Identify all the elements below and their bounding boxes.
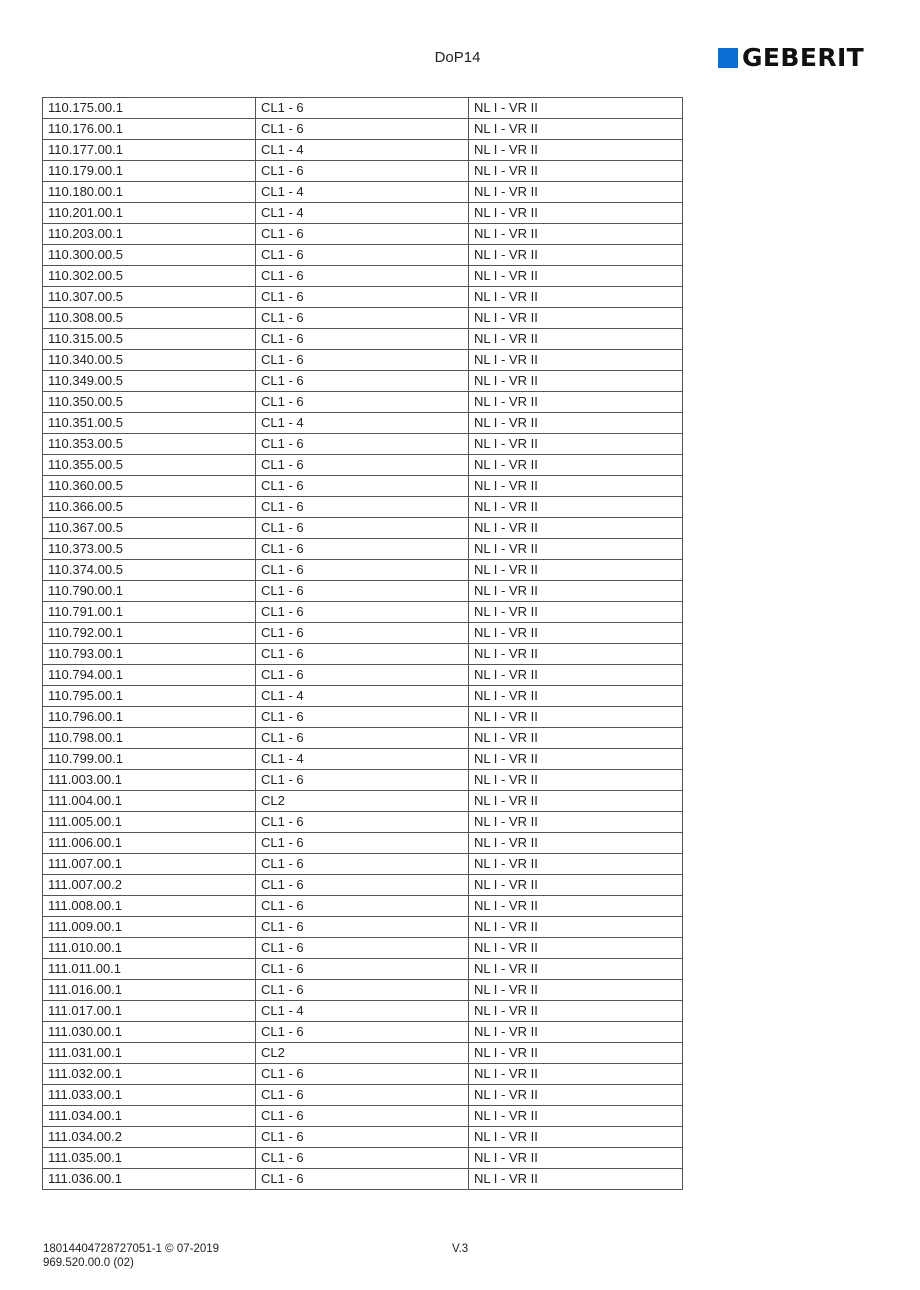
table-row (43, 686, 683, 707)
rating-cell: NL I - VR II (469, 1148, 683, 1169)
article-number-cell: 110.300.00.5 (43, 245, 256, 266)
article-number-cell: 110.308.00.5 (43, 308, 256, 329)
class-cell: CL1 - 6 (256, 497, 469, 518)
rating-cell: NL I - VR II (469, 266, 683, 287)
class-cell: CL1 - 6 (256, 581, 469, 602)
article-number-cell: 111.007.00.2 (43, 875, 256, 896)
rating-cell: NL I - VR II (469, 119, 683, 140)
class-cell: CL1 - 6 (256, 350, 469, 371)
article-number-cell: 110.366.00.5 (43, 497, 256, 518)
article-number-cell: 110.349.00.5 (43, 371, 256, 392)
table-row (43, 560, 683, 581)
article-number-cell: 110.795.00.1 (43, 686, 256, 707)
table-row (43, 623, 683, 644)
rating-cell: NL I - VR II (469, 938, 683, 959)
table-row (43, 350, 683, 371)
rating-cell: NL I - VR II (469, 602, 683, 623)
class-cell: CL1 - 6 (256, 245, 469, 266)
class-cell: CL1 - 6 (256, 392, 469, 413)
rating-cell: NL I - VR II (469, 1085, 683, 1106)
table-row (43, 140, 683, 161)
class-cell: CL1 - 6 (256, 119, 469, 140)
class-cell: CL1 - 6 (256, 539, 469, 560)
table-row (43, 854, 683, 875)
rating-cell: NL I - VR II (469, 539, 683, 560)
rating-cell: NL I - VR II (469, 749, 683, 770)
class-cell: CL1 - 6 (256, 1106, 469, 1127)
table-row (43, 371, 683, 392)
table-row (43, 455, 683, 476)
class-cell: CL1 - 6 (256, 1064, 469, 1085)
class-cell: CL1 - 4 (256, 413, 469, 434)
table-row (43, 665, 683, 686)
article-number-cell: 111.006.00.1 (43, 833, 256, 854)
article-number-cell: 110.367.00.5 (43, 518, 256, 539)
rating-cell: NL I - VR II (469, 791, 683, 812)
table-row (43, 539, 683, 560)
rating-cell: NL I - VR II (469, 140, 683, 161)
class-cell: CL1 - 6 (256, 161, 469, 182)
table-row (43, 119, 683, 140)
table-row (43, 1043, 683, 1064)
article-number-cell: 110.373.00.5 (43, 539, 256, 560)
class-cell: CL1 - 6 (256, 980, 469, 1001)
class-cell: CL1 - 6 (256, 560, 469, 581)
class-cell: CL1 - 4 (256, 203, 469, 224)
class-cell: CL1 - 4 (256, 140, 469, 161)
article-number-cell: 111.005.00.1 (43, 812, 256, 833)
class-cell: CL1 - 6 (256, 371, 469, 392)
table-row (43, 224, 683, 245)
table-row (43, 392, 683, 413)
table-row (43, 329, 683, 350)
table-row (43, 308, 683, 329)
class-cell: CL1 - 6 (256, 1169, 469, 1190)
class-cell: CL1 - 6 (256, 266, 469, 287)
article-number-cell: 110.176.00.1 (43, 119, 256, 140)
class-cell: CL2 (256, 791, 469, 812)
class-cell: CL1 - 6 (256, 476, 469, 497)
article-number-cell: 110.374.00.5 (43, 560, 256, 581)
rating-cell: NL I - VR II (469, 455, 683, 476)
table-row (43, 497, 683, 518)
table-row (43, 1127, 683, 1148)
table-row (43, 1169, 683, 1190)
article-number-cell: 111.011.00.1 (43, 959, 256, 980)
table-row (43, 476, 683, 497)
table-row (43, 434, 683, 455)
logo-text: GEBERIT (742, 43, 865, 72)
geberit-logo (718, 45, 864, 71)
article-number-cell: 111.009.00.1 (43, 917, 256, 938)
class-cell: CL1 - 6 (256, 707, 469, 728)
article-number-cell: 111.016.00.1 (43, 980, 256, 1001)
rating-cell: NL I - VR II (469, 812, 683, 833)
article-number-cell: 110.177.00.1 (43, 140, 256, 161)
class-cell: CL1 - 6 (256, 812, 469, 833)
rating-cell: NL I - VR II (469, 707, 683, 728)
article-number-cell: 111.008.00.1 (43, 896, 256, 917)
class-cell: CL1 - 4 (256, 749, 469, 770)
article-number-cell: 111.030.00.1 (43, 1022, 256, 1043)
article-number-cell: 110.179.00.1 (43, 161, 256, 182)
class-cell: CL1 - 6 (256, 224, 469, 245)
article-number-cell: 110.355.00.5 (43, 455, 256, 476)
table-row (43, 602, 683, 623)
article-number-cell: 110.351.00.5 (43, 413, 256, 434)
article-number-cell: 111.036.00.1 (43, 1169, 256, 1190)
rating-cell: NL I - VR II (469, 875, 683, 896)
table-row (43, 917, 683, 938)
article-number-cell: 110.180.00.1 (43, 182, 256, 203)
class-cell: CL1 - 6 (256, 665, 469, 686)
rating-cell: NL I - VR II (469, 287, 683, 308)
rating-cell: NL I - VR II (469, 245, 683, 266)
rating-cell: NL I - VR II (469, 518, 683, 539)
class-cell: CL1 - 6 (256, 770, 469, 791)
class-cell: CL1 - 6 (256, 1127, 469, 1148)
table-row (43, 707, 683, 728)
class-cell: CL1 - 6 (256, 833, 469, 854)
class-cell: CL1 - 6 (256, 287, 469, 308)
article-number-cell: 110.798.00.1 (43, 728, 256, 749)
table-row (43, 644, 683, 665)
table-row (43, 182, 683, 203)
article-number-cell: 111.004.00.1 (43, 791, 256, 812)
rating-cell: NL I - VR II (469, 1127, 683, 1148)
rating-cell: NL I - VR II (469, 581, 683, 602)
article-number-cell: 110.793.00.1 (43, 644, 256, 665)
rating-cell: NL I - VR II (469, 434, 683, 455)
rating-cell: NL I - VR II (469, 959, 683, 980)
rating-cell: NL I - VR II (469, 203, 683, 224)
class-cell: CL1 - 6 (256, 644, 469, 665)
table-row (43, 812, 683, 833)
table-row (43, 581, 683, 602)
class-cell: CL1 - 6 (256, 329, 469, 350)
table-row (43, 770, 683, 791)
class-cell: CL1 - 6 (256, 959, 469, 980)
class-cell: CL1 - 6 (256, 434, 469, 455)
logo-square-icon (718, 48, 738, 68)
rating-cell: NL I - VR II (469, 98, 683, 119)
rating-cell: NL I - VR II (469, 350, 683, 371)
rating-cell: NL I - VR II (469, 896, 683, 917)
class-cell: CL1 - 6 (256, 602, 469, 623)
class-cell: CL1 - 6 (256, 875, 469, 896)
footer-doc-number: 969.520.00.0 (02) (43, 1257, 134, 1269)
table-row (43, 938, 683, 959)
footer-left (43, 1242, 219, 1270)
rating-cell: NL I - VR II (469, 161, 683, 182)
class-cell: CL1 - 6 (256, 98, 469, 119)
table-row (43, 1064, 683, 1085)
table-row (43, 896, 683, 917)
rating-cell: NL I - VR II (469, 1043, 683, 1064)
table-row (43, 833, 683, 854)
article-number-cell: 111.034.00.2 (43, 1127, 256, 1148)
table-row (43, 1022, 683, 1043)
rating-cell: NL I - VR II (469, 1169, 683, 1190)
rating-cell: NL I - VR II (469, 182, 683, 203)
article-number-cell: 110.307.00.5 (43, 287, 256, 308)
article-number-cell: 110.340.00.5 (43, 350, 256, 371)
class-cell: CL1 - 4 (256, 182, 469, 203)
table-row (43, 791, 683, 812)
rating-cell: NL I - VR II (469, 1064, 683, 1085)
table-row (43, 98, 683, 119)
article-number-cell: 110.790.00.1 (43, 581, 256, 602)
table-row (43, 1001, 683, 1022)
article-number-cell: 110.203.00.1 (43, 224, 256, 245)
rating-cell: NL I - VR II (469, 665, 683, 686)
table-row (43, 161, 683, 182)
class-cell: CL1 - 6 (256, 1148, 469, 1169)
table-row (43, 287, 683, 308)
article-number-cell: 110.353.00.5 (43, 434, 256, 455)
article-number-cell: 110.791.00.1 (43, 602, 256, 623)
class-cell: CL1 - 6 (256, 455, 469, 476)
rating-cell: NL I - VR II (469, 1001, 683, 1022)
article-number-cell: 111.033.00.1 (43, 1085, 256, 1106)
table-body (43, 98, 683, 1190)
article-number-cell: 111.034.00.1 (43, 1106, 256, 1127)
rating-cell: NL I - VR II (469, 1106, 683, 1127)
table-row (43, 749, 683, 770)
table-row (43, 728, 683, 749)
article-number-cell: 111.003.00.1 (43, 770, 256, 791)
rating-cell: NL I - VR II (469, 917, 683, 938)
table-row (43, 518, 683, 539)
rating-cell: NL I - VR II (469, 224, 683, 245)
table-row (43, 413, 683, 434)
class-cell: CL1 - 6 (256, 896, 469, 917)
product-classification-table (42, 97, 683, 1190)
class-cell: CL1 - 6 (256, 938, 469, 959)
rating-cell: NL I - VR II (469, 329, 683, 350)
article-number-cell: 111.035.00.1 (43, 1148, 256, 1169)
article-number-cell: 111.010.00.1 (43, 938, 256, 959)
table-row (43, 266, 683, 287)
table-row (43, 875, 683, 896)
article-number-cell: 111.031.00.1 (43, 1043, 256, 1064)
class-cell: CL1 - 6 (256, 728, 469, 749)
rating-cell: NL I - VR II (469, 644, 683, 665)
rating-cell: NL I - VR II (469, 623, 683, 644)
article-number-cell: 110.302.00.5 (43, 266, 256, 287)
class-cell: CL1 - 4 (256, 686, 469, 707)
article-number-cell: 111.017.00.1 (43, 1001, 256, 1022)
article-number-cell: 110.796.00.1 (43, 707, 256, 728)
class-cell: CL1 - 6 (256, 308, 469, 329)
page-title: DoP14 (434, 49, 481, 66)
class-cell: CL1 - 6 (256, 854, 469, 875)
rating-cell: NL I - VR II (469, 980, 683, 1001)
class-cell: CL1 - 6 (256, 623, 469, 644)
rating-cell: NL I - VR II (469, 413, 683, 434)
article-number-cell: 111.032.00.1 (43, 1064, 256, 1085)
table-row (43, 959, 683, 980)
rating-cell: NL I - VR II (469, 686, 683, 707)
article-number-cell: 110.799.00.1 (43, 749, 256, 770)
article-number-cell: 110.201.00.1 (43, 203, 256, 224)
class-cell: CL1 - 4 (256, 1001, 469, 1022)
rating-cell: NL I - VR II (469, 1022, 683, 1043)
article-number-cell: 110.792.00.1 (43, 623, 256, 644)
table-row (43, 980, 683, 1001)
rating-cell: NL I - VR II (469, 728, 683, 749)
table-row (43, 245, 683, 266)
table-row (43, 203, 683, 224)
rating-cell: NL I - VR II (469, 308, 683, 329)
rating-cell: NL I - VR II (469, 770, 683, 791)
class-cell: CL1 - 6 (256, 917, 469, 938)
rating-cell: NL I - VR II (469, 833, 683, 854)
rating-cell: NL I - VR II (469, 497, 683, 518)
article-number-cell: 110.350.00.5 (43, 392, 256, 413)
article-number-cell: 110.360.00.5 (43, 476, 256, 497)
rating-cell: NL I - VR II (469, 476, 683, 497)
rating-cell: NL I - VR II (469, 560, 683, 581)
class-cell: CL1 - 6 (256, 518, 469, 539)
class-cell: CL2 (256, 1043, 469, 1064)
table-row (43, 1085, 683, 1106)
footer-doc-id: 18014404728727051-1 © 07-2019 (43, 1243, 220, 1255)
article-number-cell: 110.315.00.5 (43, 329, 256, 350)
table-row (43, 1106, 683, 1127)
article-number-cell: 111.007.00.1 (43, 854, 256, 875)
rating-cell: NL I - VR II (469, 392, 683, 413)
article-number-cell: 110.175.00.1 (43, 98, 256, 119)
table-row (43, 1148, 683, 1169)
class-cell: CL1 - 6 (256, 1085, 469, 1106)
article-number-cell: 110.794.00.1 (43, 665, 256, 686)
rating-cell: NL I - VR II (469, 371, 683, 392)
class-cell: CL1 - 6 (256, 1022, 469, 1043)
rating-cell: NL I - VR II (469, 854, 683, 875)
footer-version: V.3 (452, 1243, 469, 1255)
